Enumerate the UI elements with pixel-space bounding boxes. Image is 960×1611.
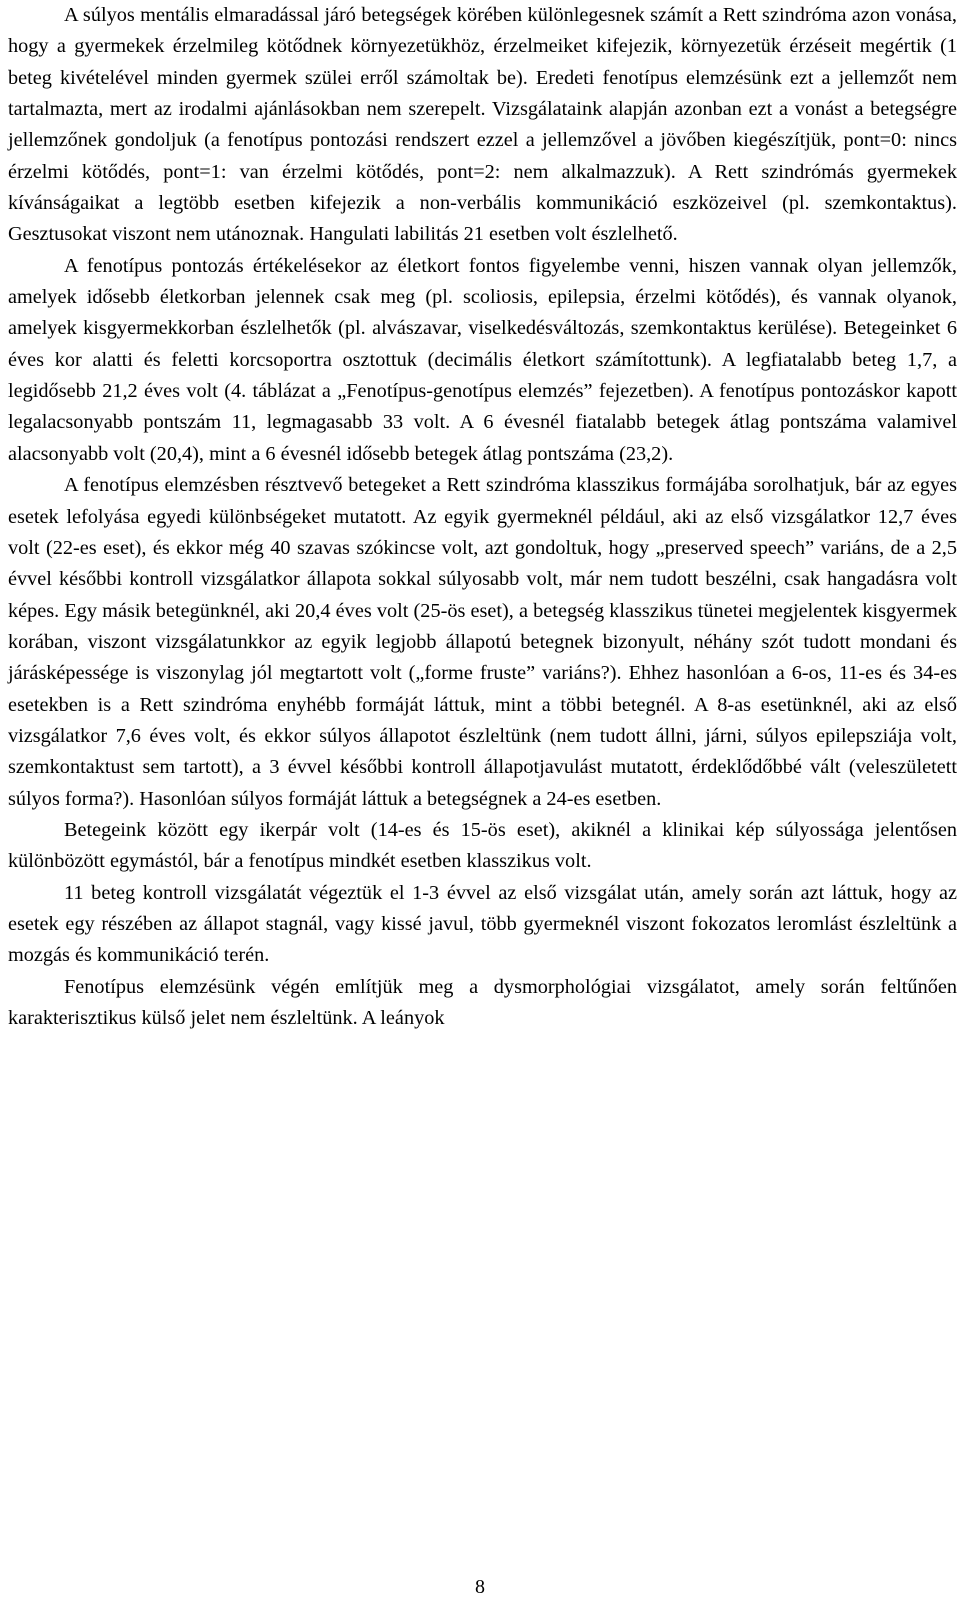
paragraph-twins: Betegeink között egy ikerpár volt (14-es és 15-ös eset), akiknél a klinikai kép súlyossága jelentősen különbözött egymástól, bár a fenotípus mindkét esetben klasszikus volt. (8, 818, 957, 873)
paragraph-phenotype-scoring-age: A fenotípus pontozás értékelésekor az életkort fontos figyelembe venni, hiszen vannak olyan jellemzők, amelyek idősebb életkorban jelennek csak meg (pl. scoliosis, epilepsia, érzelmi kötődés), és vannak olyanok, amelyek kisgyermekkorban észlelhetők (pl. alvászavar, viselkedésváltozás, szemkontaktus kerülése). Betegeinket 6 éves kor alatti és feletti korcsoportra osztottuk (decimális életkort számítottunk). A legfiatalabb beteg 1,7, a legidősebb 21,2 éves volt (4. táblázat a „Fenotípus-genotípus elemzés” fejezetben). A fenotípus pontozáskor kapott legalacsonyabb pontszám 11, legmagasabb 33 volt. A 6 évesnél fiatalabb betegek átlag pontszáma valamivel alacsonyabb volt (20,4), mint a 6 évesnél idősebb betegek átlag pontszáma (23,2). (8, 254, 957, 465)
body-text (8, 0, 957, 1034)
paragraph-classic-form-variants: A fenotípus elemzésben résztvevő betegeket a Rett szindróma klasszikus formájába sorolhatjuk, bár az egyes esetek lefolyása egyedi különbségeket mutatott. Az egyik gyermeknél például, aki az első vizsgálatkor 12,7 éves volt (22-es eset), és ekkor még 40 szavas szókincse volt, azt gondoltuk, hogy „preserved speech” variáns, de a 2,5 évvel későbbi kontroll vizsgálatkor állapota sokkal súlyosabb volt, már nem tudott beszélni, csak hangadásra volt képes. Egy másik betegünknél, aki 20,4 éves volt (25-ös eset), a betegség klasszikus tünetei megjelentek kisgyermek korában, viszont vizsgálatunkkor az egyik legjobb állapotú betegnek bizonyult, néhány szót tudott mondani és járásképessége is viszonylag jól megtartott volt („forme fruste” variáns?). Ehhez hasonlóan a 6-os, 11-es és 34-es esetekben is a Rett szindróma enyhébb formáját láttuk, mint a többi betegnél. A 8-as esetünknél, aki az első vizsgálatkor 7,6 éves volt, és ekkor súlyos állapotot észleltünk (nem tudott állni, járni, súlyos epilepsziája volt, szemkontaktust sem tartott), a 3 évvel későbbi kontroll állapotjavulást mutatott, érdeklődőbbé vált (veleszületett súlyos forma?). Hasonlóan súlyos formáját láttuk a betegségnek a 24-es esetben. (8, 474, 957, 810)
paragraph-dysmorphology: Fenotípus elemzésünk végén említjük meg a dysmorphológiai vizsgálatot, amely során feltűnően karakterisztikus külső jelet nem észleltünk. A leányok (8, 975, 957, 1029)
paragraph-control-examination: 11 beteg kontroll vizsgálatát végeztük el 1-3 évvel az első vizsgálat után, amely során azt láttuk, hogy az esetek egy részében az állapot stagnál, vagy kissé javul, több gyermeknél viszont fokozatos leromlást észleltünk a mozgás és kommunikáció terén. (8, 881, 957, 967)
paragraph-emotional-bonding: A súlyos mentális elmaradással járó betegségek körében különlegesnek számít a Rett szindróma azon vonása, hogy a gyermekek érzelmileg kötődnek környezetükhöz, érzelmeiket kifejezik, környezetük érzéseit megértik (1 beteg kivételével minden gyermek szülei erről számoltak be). Eredeti fenotípus elemzésünk ezt a jellemzőt nem tartalmazta, mert az irodalmi ajánlásokban nem szerepelt. Vizsgálataink alapján azonban ezt a vonást a betegségre jellemzőnek gondoljuk (a fenotípus pontozási rendszert ezzel a jellemzővel a jövőben kiegészítjük, pont=0: nincs érzelmi kötődés, pont=1: van érzelmi kötődés, pont=2: nem alkalmazzuk). A Rett szindrómás gyermekek kívánságaikat a legtöbb esetben kifejezik a non-verbális kommunikáció eszközeivel (pl. szemkontaktus). Gesztusokat viszont nem utánoznak. Hangulati labilitás 21 esetben volt észlelhető. (8, 4, 957, 246)
page-number: 8 (475, 1576, 485, 1598)
